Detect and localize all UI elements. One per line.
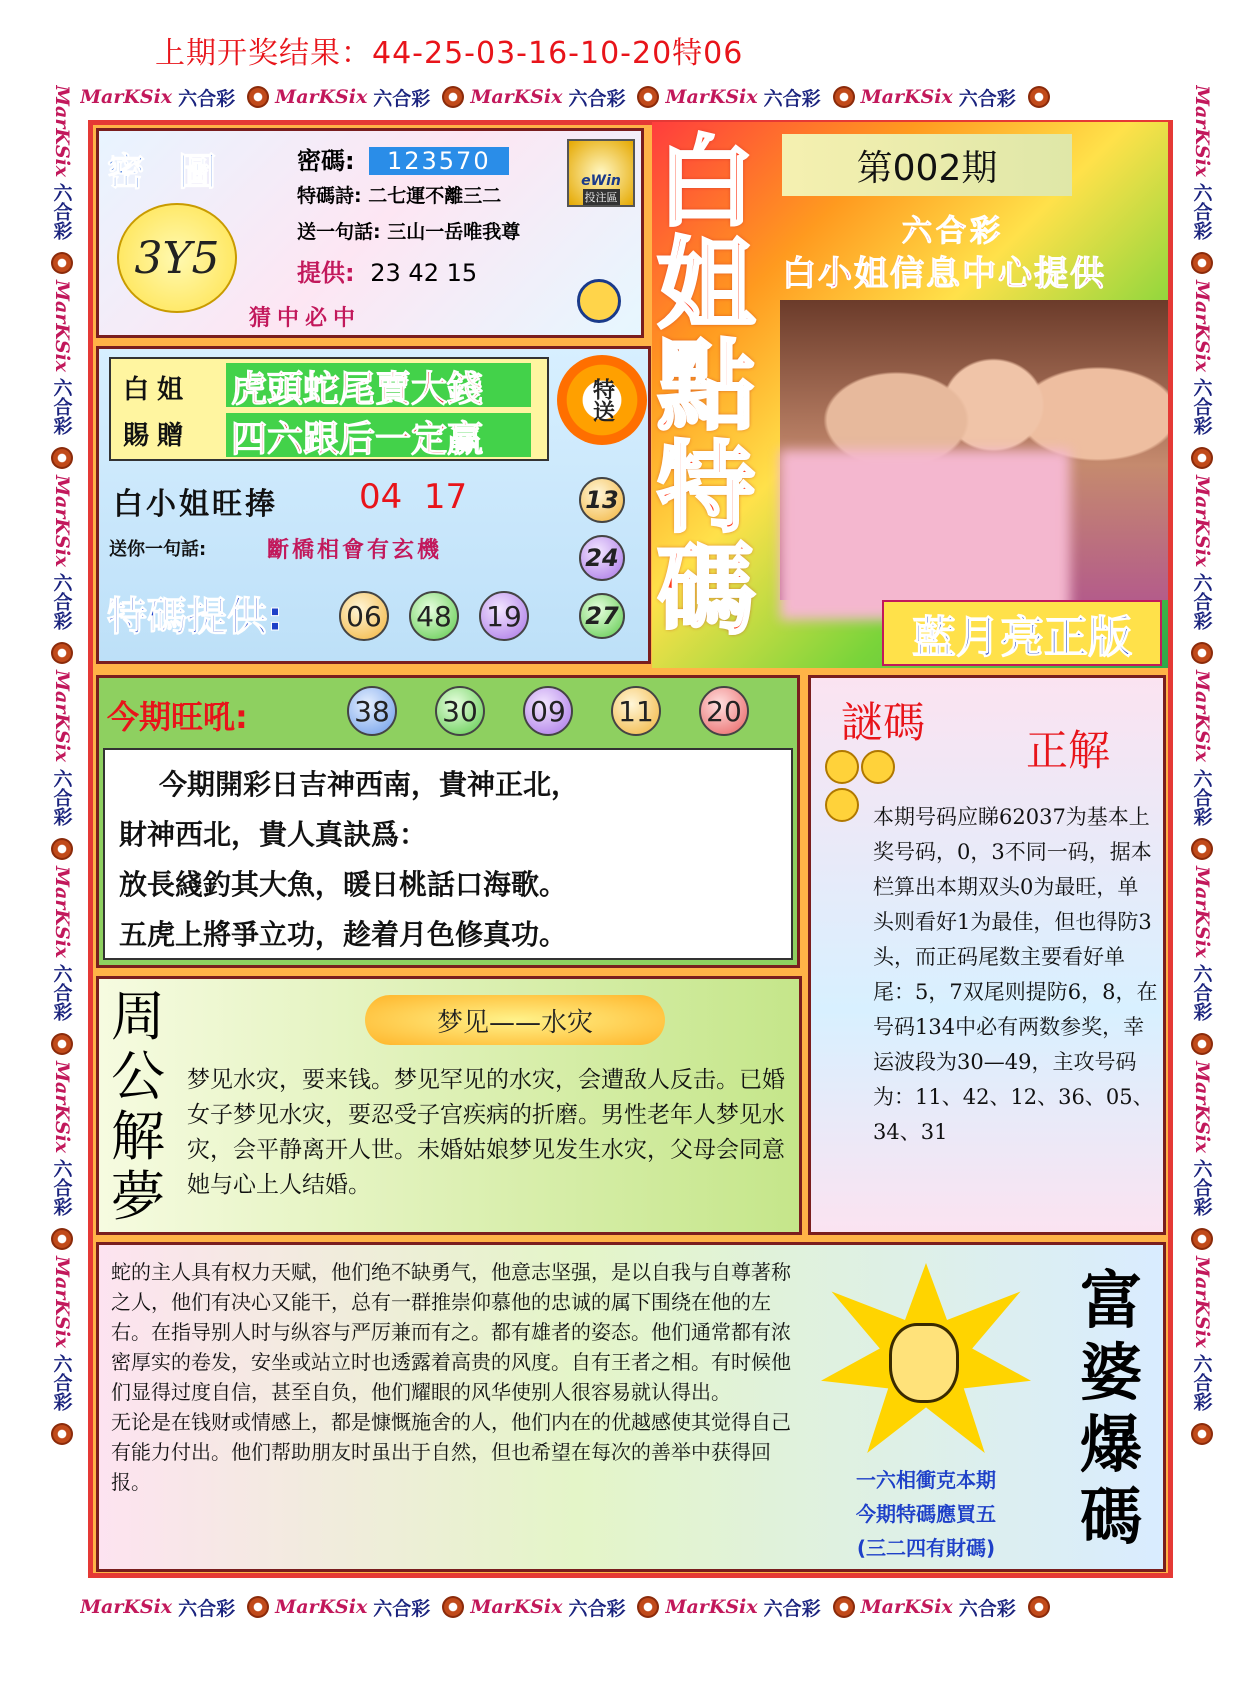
hot-line-4: 五虎上將爭立功，趁着月色修真功。 <box>119 918 568 951</box>
special-ball-3: 19 <box>479 591 529 641</box>
hot-text-box <box>103 748 793 960</box>
snake-icon <box>889 1323 959 1403</box>
poem-label: 特碼詩: <box>297 185 362 207</box>
brand-en-text: MarKSix <box>1191 1255 1213 1348</box>
tip-line-3: (三二四有財碼) <box>856 1536 996 1560</box>
brand-en-text: MarKSix <box>470 1596 563 1618</box>
flower-icon <box>51 642 73 664</box>
gift-label-top: 白姐 <box>123 375 192 405</box>
rich-title-char-2: 婆 <box>1079 1336 1142 1409</box>
big-title-char-4: 特 <box>656 432 755 546</box>
flower-icon <box>637 86 659 108</box>
brand-en-text: MarKSix <box>51 670 73 763</box>
photo-area <box>780 300 1168 600</box>
tagline-1: 六合彩 <box>902 214 1004 249</box>
brand-cn-text: 六合彩 <box>1190 963 1213 1021</box>
brand-en-text: MarKSix <box>51 280 73 373</box>
brand-en-text: MarKSix <box>1191 1060 1213 1153</box>
code-value: 123570 <box>369 147 509 175</box>
tip-line-2: 今期特碼應買五 <box>856 1502 996 1526</box>
poem-row <box>297 181 501 208</box>
rich-title-char-3: 爆 <box>1079 1408 1142 1481</box>
tip-line-1: 一六相衝克本期 <box>856 1468 996 1492</box>
code-row <box>297 141 509 176</box>
send-sentence-text: 斷橋相會有玄機 <box>267 538 443 563</box>
hot-ball-1: 38 <box>347 686 397 736</box>
wangbang-label: 白小姐旺捧 <box>113 487 278 522</box>
brand-cn-text: 六合彩 <box>50 378 73 436</box>
brand-en-text: MarKSix <box>1191 85 1213 178</box>
poem-text: 二七運不離三二 <box>368 185 502 207</box>
brand-cn-text: 六合彩 <box>763 1597 821 1620</box>
brand-cn-text: 六合彩 <box>50 573 73 631</box>
flower-icon <box>637 1596 659 1618</box>
gift-label-bottom: 賜贈 <box>123 421 192 451</box>
brand-cn-text: 六合彩 <box>568 1597 626 1620</box>
guess-label: 猜中必中 <box>249 306 362 331</box>
flower-icon <box>247 86 269 108</box>
special-ball-1: 06 <box>339 591 389 641</box>
brand-en-text: MarKSix <box>1191 865 1213 958</box>
coin-icon <box>825 750 859 784</box>
brand-en-text: MarKSix <box>51 475 73 568</box>
brand-en-text: MarKSix <box>1191 475 1213 568</box>
gift-line2: 四六跟后一定赢 <box>231 419 484 460</box>
dream-title-char-1: 周 <box>111 985 165 1048</box>
side-ball-3: 27 <box>579 593 625 639</box>
brand-en-text: MarKSix <box>275 1596 368 1618</box>
hot-label: 今期旺吼: <box>107 698 248 736</box>
hot-line-1: 今期開彩日吉神西南，貴神正北， <box>159 768 580 801</box>
top-border-strip <box>80 78 1170 116</box>
brand-cn-text: 六合彩 <box>1190 573 1213 631</box>
brand-en-text: MarKSix <box>860 86 953 108</box>
puzzle-title-right: 正解 <box>1026 726 1111 775</box>
tagline-2: 白小姐信息中心提供 <box>782 254 1106 294</box>
flower-icon <box>1191 1033 1213 1055</box>
provide-numbers: 23 42 15 <box>370 259 478 287</box>
brand-cn-text: 六合彩 <box>50 1158 73 1216</box>
brand-cn-text: 六合彩 <box>958 87 1016 110</box>
sentence-text: 三山一岳唯我尊 <box>387 221 521 243</box>
brand-en-text: MarKSix <box>80 1596 173 1618</box>
snake-tips <box>811 1463 1041 1565</box>
brand-en-text: MarKSix <box>1191 280 1213 373</box>
brand-cn-text: 六合彩 <box>1190 1158 1213 1216</box>
gift-panel <box>96 346 651 664</box>
dream-title-char-4: 夢 <box>111 1165 165 1228</box>
flower-icon <box>833 86 855 108</box>
brand-cn-text: 六合彩 <box>373 87 431 110</box>
flower-icon <box>442 1596 464 1618</box>
bottom-border-strip <box>80 1588 1170 1626</box>
hot-ball-2: 30 <box>435 686 485 736</box>
special-badge <box>557 355 647 445</box>
period-text: 第002期 <box>856 147 998 189</box>
flower-icon <box>51 1423 73 1445</box>
flower-icon <box>1191 838 1213 860</box>
brand-en-text: MarKSix <box>665 86 758 108</box>
brand-cn-text: 六合彩 <box>50 768 73 826</box>
edition-banner <box>882 600 1162 666</box>
flower-icon <box>1191 252 1213 274</box>
rich-title-char-4: 碼 <box>1079 1480 1142 1553</box>
coin-icon <box>825 788 859 822</box>
big-title-char-1: 白 <box>656 126 755 240</box>
snake-panel <box>96 1242 1166 1572</box>
sentence-row <box>297 217 520 244</box>
dream-subtitle-pill <box>365 995 665 1045</box>
secret-panel <box>96 128 644 338</box>
flower-icon <box>442 86 464 108</box>
brand-en-text: MarKSix <box>51 1060 73 1153</box>
flower-icon <box>1191 447 1213 469</box>
gift-box <box>109 357 549 461</box>
brand-en-text: MarKSix <box>51 865 73 958</box>
hot-panel <box>96 675 800 968</box>
handwritten-code: 3Y5 <box>134 232 220 284</box>
big-title-char-3: 點 <box>656 330 755 444</box>
ewin-logo-sub: 投注區 <box>584 191 618 204</box>
brand-cn-text: 六合彩 <box>50 1353 73 1411</box>
gift-line1: 虎頭蛇尾賣大錢 <box>231 369 484 410</box>
emblem-icon <box>577 279 621 323</box>
right-border-strip <box>1180 85 1224 1625</box>
puzzle-panel <box>808 675 1166 1235</box>
flower-icon <box>51 252 73 274</box>
dream-panel <box>96 976 802 1235</box>
hot-ball-5: 20 <box>699 686 749 736</box>
flower-icon <box>1191 642 1213 664</box>
last-result-title: 上期开奖结果：44-25-03-16-10-20特06 <box>155 36 744 71</box>
hot-line-3: 放長綫釣其大魚，暖日桃話口海歌。 <box>119 868 568 901</box>
handwritten-circle <box>117 203 237 313</box>
ewin-logo <box>567 139 635 207</box>
flower-icon <box>1028 1596 1050 1618</box>
hot-ball-4: 11 <box>611 686 661 736</box>
provide-row <box>297 253 477 288</box>
brand-cn-text: 六合彩 <box>1190 1353 1213 1411</box>
flower-icon <box>51 838 73 860</box>
coin-icon <box>861 750 895 784</box>
rich-woman-title <box>1071 1265 1151 1553</box>
brand-cn-text: 六合彩 <box>568 87 626 110</box>
brand-en-text: MarKSix <box>80 86 173 108</box>
big-title <box>646 126 766 648</box>
brand-cn-text: 六合彩 <box>1190 183 1213 241</box>
side-ball-2: 24 <box>579 535 625 581</box>
brand-cn-text: 六合彩 <box>50 183 73 241</box>
special-provide-label: 特碼提供: <box>107 594 283 640</box>
wangbang-numbers: 04 17 <box>359 477 468 517</box>
brand-cn-text: 六合彩 <box>178 87 236 110</box>
provide-label: 提供: <box>297 259 355 287</box>
dream-title-char-2: 公 <box>111 1045 165 1108</box>
dream-subtitle: 梦见——水灾 <box>436 1007 593 1038</box>
title-block <box>652 122 1168 668</box>
secret-title: 密 圖 <box>107 150 227 194</box>
big-title-char-2: 姐 <box>656 228 755 342</box>
send-sentence-label: 送你一句話: <box>109 539 207 560</box>
flower-icon <box>833 1596 855 1618</box>
brand-en-text: MarKSix <box>470 86 563 108</box>
blurred-region <box>780 450 1070 620</box>
brand-en-text: MarKSix <box>51 85 73 178</box>
brand-cn-text: 六合彩 <box>373 1597 431 1620</box>
rich-title-char-1: 富 <box>1079 1264 1142 1337</box>
code-label: 密碼: <box>297 147 355 175</box>
side-ball-1: 13 <box>579 477 625 523</box>
flower-icon <box>51 1228 73 1250</box>
dream-side-title <box>107 987 169 1227</box>
puzzle-text: 本期号码应睇62037为基本上奖号码，0，3不同一码，据本栏算出本期双头0为最旺，单头则看好1为最佳，但也得防3头，而正码尾数主要看好单尾：5，7双尾则提防6，8，在号码134中必有两数参奖，幸运波段为30—49，主攻号码为：11、42、12、36、05、34、31 <box>873 805 1158 1144</box>
big-title-char-5: 碼 <box>656 534 755 648</box>
brand-cn-text: 六合彩 <box>958 1597 1016 1620</box>
flower-icon <box>51 447 73 469</box>
brand-en-text: MarKSix <box>51 1255 73 1348</box>
flower-icon <box>1028 86 1050 108</box>
edition-text: 藍月亮正版 <box>912 612 1132 663</box>
brand-en-text: MarKSix <box>860 1596 953 1618</box>
special-badge-text: 特送 <box>589 378 615 422</box>
puzzle-title-left: 謎碼 <box>841 698 926 747</box>
flower-icon <box>1191 1423 1213 1445</box>
brand-en-text: MarKSix <box>275 86 368 108</box>
brand-cn-text: 六合彩 <box>1190 378 1213 436</box>
hot-ball-3: 09 <box>523 686 573 736</box>
brand-cn-text: 六合彩 <box>178 1597 236 1620</box>
brand-cn-text: 六合彩 <box>1190 768 1213 826</box>
flower-icon <box>51 1033 73 1055</box>
left-border-strip <box>40 85 84 1625</box>
dream-text: 梦见水灾，要来钱。梦见罕见的水灾，会遭敌人反击。已婚女子梦见水灾，要忍受子宫疾病的折磨。男性老年人梦见水灾，会平静离开人世。未婚姑娘梦见发生水灾，父母会同意她与心上人结婚。 <box>187 1067 785 1198</box>
dream-title-char-3: 解 <box>111 1105 165 1168</box>
sentence-label: 送一句話: <box>297 221 381 243</box>
hot-line-2: 財神西北，貴人真訣爲： <box>119 818 428 851</box>
flower-icon <box>1191 1228 1213 1250</box>
period-box <box>782 134 1072 196</box>
flower-icon <box>247 1596 269 1618</box>
brand-cn-text: 六合彩 <box>763 87 821 110</box>
snake-text: 蛇的主人具有权力天赋，他们绝不缺勇气，他意志坚强，是以自我与自尊著称之人，他们有决心又能干，总有一群推崇仰慕他的忠诚的属下围绕在他的左右。在指导别人时与纵容与严厉兼而有之。都有雄者的姿态。他们通常都有浓密厚实的卷发，安坐或站立时也透露着高贵的风度。自有王者之相。有时候他们显得过度自信，甚至自负，他们耀眼的风华使别人很容易就认得出。 无论是在钱财或情感上，都是慷慨施舍的人，他们内在的优越感使其觉得自己有能力付出。他们帮助朋友时虽出于自然，但也希望在每次的善举中获得回报。 <box>111 1260 791 1494</box>
brand-en-text: MarKSix <box>1191 670 1213 763</box>
ewin-logo-text: eWin <box>581 173 621 189</box>
brand-en-text: MarKSix <box>665 1596 758 1618</box>
special-ball-2: 48 <box>409 591 459 641</box>
brand-cn-text: 六合彩 <box>50 963 73 1021</box>
